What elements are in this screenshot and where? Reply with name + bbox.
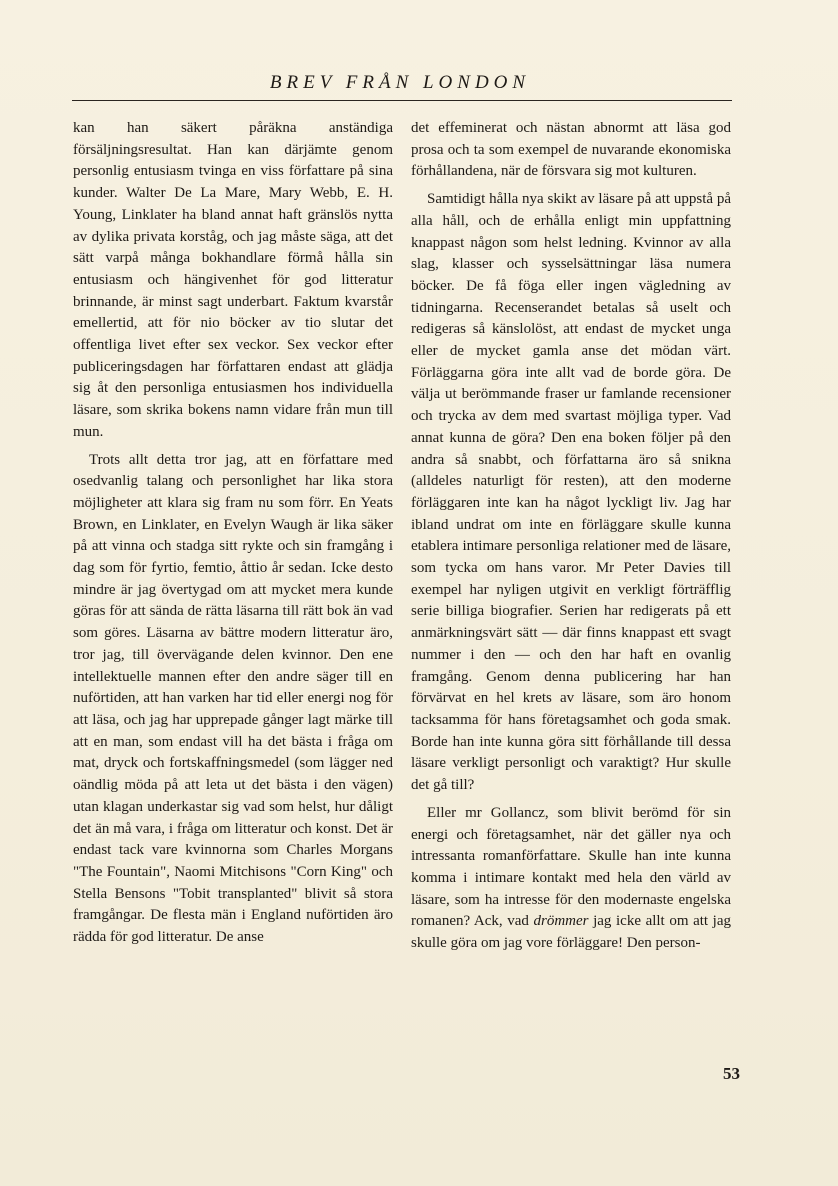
paragraph: Trots allt detta tror jag, att en författare med osedvanlig talang och personlighet har lika stora möjligheter att klara sig fram nu som förr. En Yeats Brown, en Linklater, en Evelyn Waugh är lika säker på att vinna och stadga sitt rykte och sin framgång i dag som för fyrtio, femtio, åttio år sedan. Icke desto mindre är jag övertygad om att mycket mera kunde göras för att sända de rätta läsarna till rätt bok än vad som göres. Läsarna av bättre modern litteratur äro, tror jag, till övervägande delen kvinnor. Den ene intellektuelle mannen efter den andre säger till en nuförtiden, att han varken har tid eller energi nog för att läsa, och jag har upprepade gånger lagt märke till att en man, som endast vill ha det bästa i fråga om mat, dryck och fortskaffningsmedel (som lägger ned oändlig möda på att leta ut det bästa i den vägen) utan klagan underkastar sig vad som helst, hur dåligt det än må vara, i fråga om litteratur och konst. Det är endast tack vare kvinnorna som Charles Morgans "The Fountain", Naomi Mitchisons "Corn King" och Stella Bensons "Tobit transplanted" blivit så stora framgångar. De flesta män i England nuförtiden äro rädda för god litteratur. De anse	[73, 451, 393, 946]
paragraph-text: jag icke allt om att jag skulle göra om jag vore förläggare! Den person-	[411, 913, 731, 952]
paragraph-continued: kan han säkert påräkna anständiga försäljningsresultat. Han kan därjämte genom personlig entusiasm tvinga en viss författare på sina kunder. Walter De La Mare, Mary Webb, E. H. Young, Linklater ha bland annat haft gränslös nytta av dylika privata korståg, och jag måste säga, att det sätt varpå många bokhandlare förmå hålla sin entusiasm och hängivenhet för god litteratur brinnande, är minst sagt underbart. Faktum kvarstår emellertid, att för nio böcker av tio slutar det offentliga livet efter sex veckor. Sex veckor efter publiceringsdagen har författaren endast att glädja sig åt den personliga entusiasmen hos individuella läsare, som skrika bokens namn vidare från mun till mun.	[73, 120, 393, 440]
paragraph-text: Eller mr Gollancz, som blivit berömd för sin energi och företagsamhet, när det gäller nya och intressanta romanförfattare. Skulle han inte kunna komma i intimare kontakt med hela den värld av läsare, som ha intresse för den modernaste engelska romanen? Ack, vad	[411, 804, 731, 930]
text-column-right	[411, 118, 731, 955]
header-rule	[72, 100, 732, 101]
text-column-left	[73, 118, 393, 949]
paragraph: Samtidigt hålla nya skikt av läsare på att uppstå på alla håll, och de erhålla enligt min uppfattning knappast någon som helst ledning. Kvinnor av alla slag, klasser och sysselsättningar läsa numera böcker. De få föga eller ingen vägledning av tidningarna. Recenserandet betalas så uselt och redigeras så känslolöst, att endast de mycket unga eller de mycket gamla anse det mödan värt. Förläggarna göra inte allt vad de borde göra. De välja ut berömmande fraser ur famlande recensioner och trycka av dem med svartast möjliga typer. Vad annat kunna de göra? Den ena boken följer på den andra så snabbt, och författarna äro så snikna (alldeles naturligt för resten), att den moderne förläggaren inte kan ha något lyckligt liv. Jag har ibland undrat om inte en förläggare skulle kunna etablera intimare personliga relationer med de läsare, som tycka om hans varor. Mr Peter Davies till exempel har nyligen utgivit en verkligt förträfflig serie billiga biografier. Serien har redigerats på ett anmärkningsvärt sätt — där finns knappast ett svagt nummer i den — och den har haft en ovanlig framgång. Genom denna publicering har han förvärvat en hel krets av läsare, som äro honom tacksamma för hans företagsamhet och goda smak. Borde han inte kunna göra sitt förhållande till dessa läsare verkligt personligt och varaktigt? Hur skulle det gå till?	[411, 191, 731, 794]
paragraph-continued: det effeminerat och nästan abnormt att läsa god prosa och ta som exempel de nuvarande ekonomiska förhållandena, när de försvara sig mot kulturen.	[411, 120, 731, 180]
page-number: 53	[723, 1064, 740, 1083]
running-header-title: BREV FRÅN LONDON	[269, 72, 531, 93]
paragraph	[411, 803, 731, 955]
emphasis-text: drömmer	[533, 913, 589, 930]
